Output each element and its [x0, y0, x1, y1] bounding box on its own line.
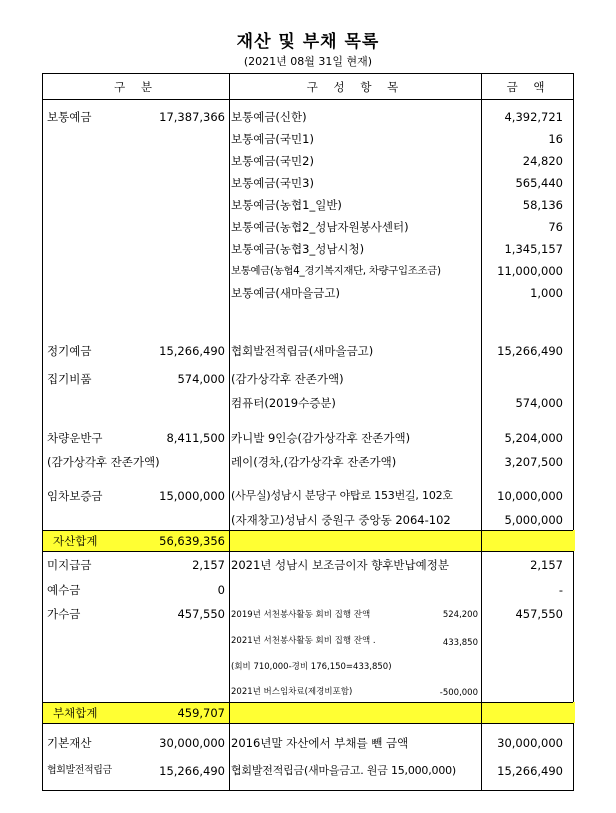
item-amount: 2,157: [530, 558, 563, 572]
category-amount: 574,000: [177, 372, 225, 386]
item-label: (회비 710,000-경비 176,150=433,850): [231, 662, 392, 672]
category-label: 집기비품: [47, 372, 92, 386]
item-amount: 4,392,721: [504, 110, 563, 124]
item-sub-amount: 524,200: [442, 610, 478, 620]
column-divider: [229, 74, 230, 790]
divider: [43, 530, 573, 531]
item-label: 2016년말 자산에서 부채를 뺀 금액: [231, 736, 409, 750]
item-sub-amount: -500,000: [439, 688, 478, 698]
category-label: 협회발전적립금: [47, 765, 112, 776]
category-amount: 15,266,490: [159, 344, 225, 358]
page-title: 재산 및 부채 목록: [236, 32, 380, 52]
category-amount: 457,550: [177, 607, 225, 621]
category-amount: 0: [217, 583, 225, 597]
category-amount: 17,387,366: [159, 110, 225, 124]
category-amount: 2,157: [192, 558, 225, 572]
category-amount: 30,000,000: [159, 736, 225, 750]
category-amount: 8,411,500: [166, 431, 225, 445]
item-label: (감가상각후 잔존가액): [231, 372, 344, 386]
item-label: 협회발전적립금(새마을금고): [231, 344, 374, 358]
table-header: [43, 74, 573, 100]
item-amount: 58,136: [522, 198, 563, 212]
item-amount: 1,000: [530, 286, 563, 300]
category-label: 미지급금: [47, 558, 92, 572]
category-label: 임차보증금: [47, 489, 103, 503]
item-amount: -: [558, 583, 563, 597]
item-label: 2021년 성남시 보조금이자 향후반납예정분: [231, 558, 449, 572]
item-amount: 574,000: [515, 396, 563, 410]
item-amount: 11,000,000: [497, 264, 563, 278]
item-amount: 5,000,000: [504, 513, 563, 527]
item-label: 2019년 서천봉사활동 회비 집행 잔액: [231, 610, 371, 620]
liability-total-label: 부채합계: [53, 706, 98, 720]
category-label: 기본재산: [47, 736, 92, 750]
item-amount: 24,820: [522, 154, 563, 168]
category-label: 예수금: [47, 583, 81, 597]
item-amount: 15,266,490: [497, 344, 563, 358]
item-amount: 76: [548, 220, 563, 234]
item-label: 보통예금(신한): [231, 110, 307, 124]
item-amount: 10,000,000: [497, 489, 563, 503]
item-label: 보통예금(농협1_일반): [231, 198, 342, 212]
item-label: 레이(경차,(감가상각후 잔존가액): [231, 455, 397, 469]
category-label: 보통예금: [47, 110, 92, 124]
item-label: 보통예금(농협4_경기복지재단, 차량구입조조금): [231, 265, 441, 277]
item-amount: 565,440: [515, 176, 563, 190]
item-label: (사무실)성남시 분당구 야탑로 153번길, 102호: [231, 489, 453, 502]
item-label: 컴퓨터(2019수증분): [231, 396, 336, 410]
item-label: 보통예금(국민1): [231, 132, 314, 146]
item-label: 보통예금(새마을금고): [231, 286, 340, 300]
asset-total-amount: 56,639,356: [159, 534, 225, 548]
header-category: 구 분: [114, 80, 158, 94]
item-label: 보통예금(농협2_성남자원봉사센터): [231, 220, 409, 234]
asset-total-highlight: [43, 530, 575, 551]
item-label: 2021년 버스임차료(제경비포함): [231, 687, 353, 697]
category-label: 차량운반구: [47, 431, 103, 445]
item-label: 보통예금(국민3): [231, 176, 314, 190]
item-label: 보통예금(농협3_성남시청): [231, 242, 365, 256]
item-amount: 3,207,500: [504, 455, 563, 469]
category-amount: 15,266,490: [159, 764, 225, 778]
report-date: (2021년 08월 31일 현재): [243, 55, 373, 68]
item-amount: 1,345,157: [504, 242, 563, 256]
item-amount: 5,204,000: [504, 431, 563, 445]
divider: [43, 723, 573, 724]
category-label: (감가상각후 잔존가액): [47, 455, 160, 469]
category-amount: 15,000,000: [159, 489, 225, 503]
header-items: 구 성 항 목: [306, 80, 405, 94]
asset-total-label: 자산합계: [53, 534, 98, 548]
item-sub-amount: 433,850: [442, 638, 478, 648]
item-label: 카니발 9인승(감가상각후 잔존가액): [231, 431, 411, 445]
divider: [43, 702, 573, 703]
item-amount: 30,000,000: [497, 736, 563, 750]
category-label: 가수금: [47, 607, 81, 621]
asset-liability-table: [42, 73, 574, 791]
divider: [43, 551, 573, 552]
item-amount: 15,266,490: [497, 764, 563, 778]
item-label: 2021년 서천봉사활동 회비 집행 잔액 .: [231, 636, 376, 646]
liability-total-amount: 459,707: [177, 706, 225, 720]
liability-total-highlight: [43, 702, 575, 723]
column-divider: [481, 74, 482, 790]
item-amount: 457,550: [515, 607, 563, 621]
item-amount: 16: [548, 132, 563, 146]
item-label: 협회발전적립금(새마을금고. 원금 15,000,000): [231, 764, 457, 777]
header-amount: 금 액: [506, 80, 551, 94]
category-label: 정기예금: [47, 344, 92, 358]
item-label: (자재창고)성남시 중원구 중앙동 2064-102: [231, 513, 451, 527]
item-label: 보통예금(국민2): [231, 154, 314, 168]
